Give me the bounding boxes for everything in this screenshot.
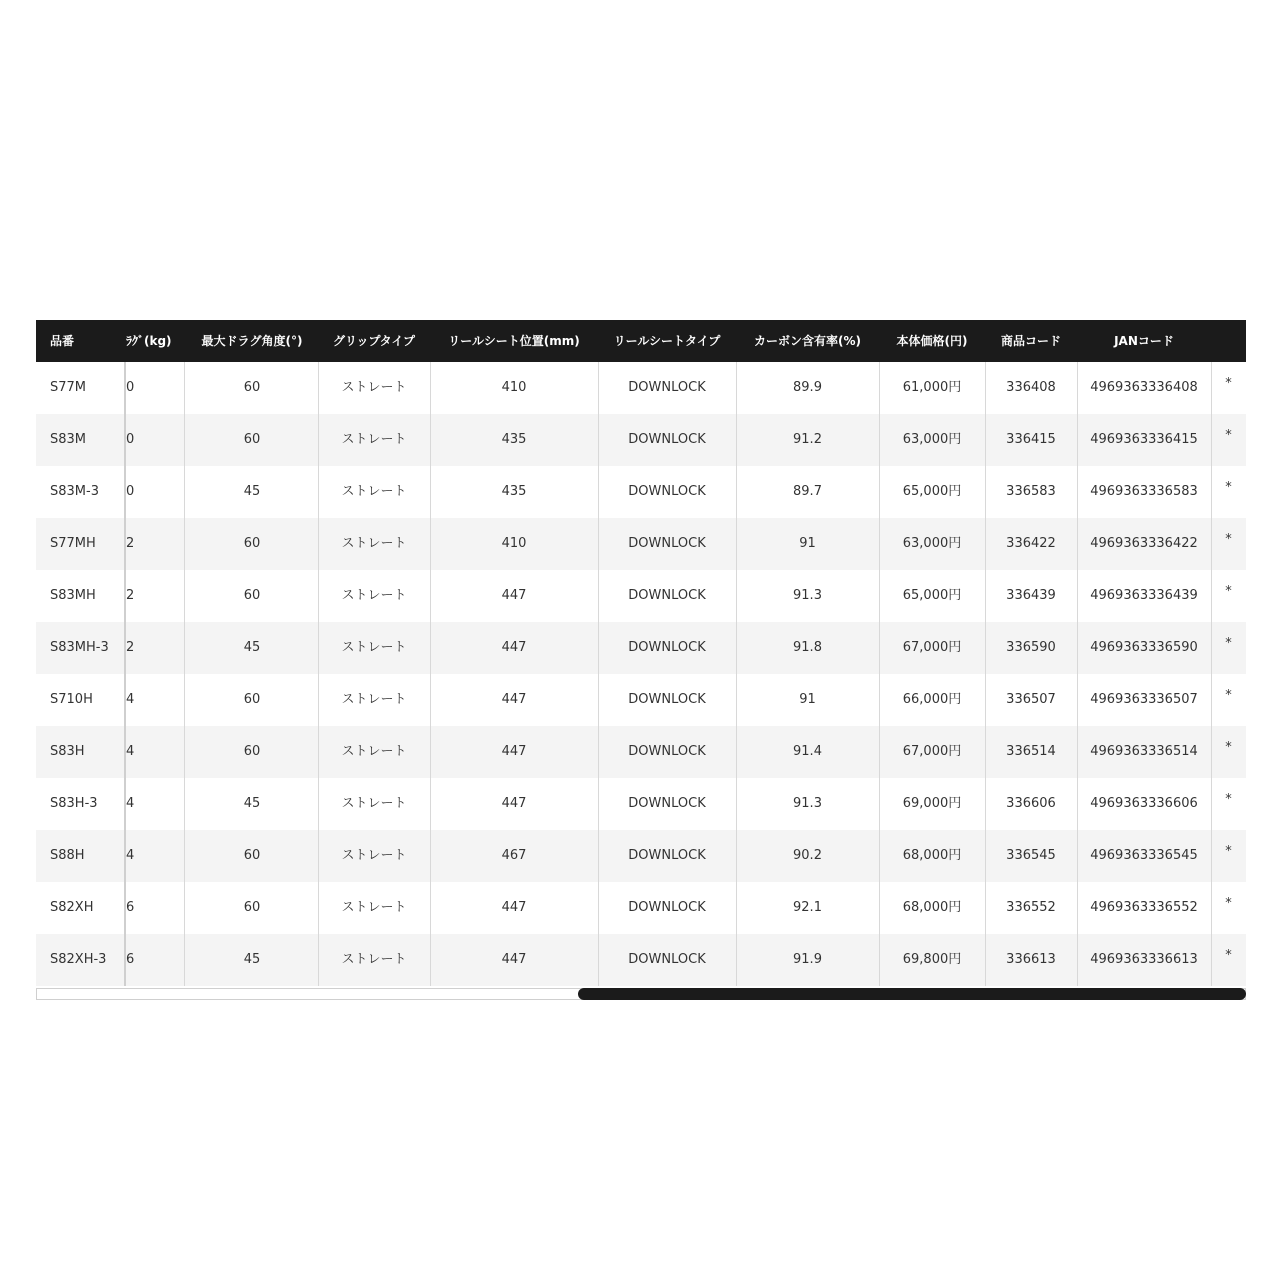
table-cell: 447 — [501, 692, 527, 707]
table-cell: 4 — [126, 848, 135, 863]
table-cell: 4969363336439 — [1090, 588, 1198, 603]
table-cell: 336613 — [1006, 952, 1056, 967]
table-cell: 4969363336408 — [1090, 380, 1198, 395]
table-cell: 60 — [243, 536, 261, 551]
table-cell: DOWNLOCK — [628, 744, 706, 759]
table-cell: 45 — [243, 640, 261, 655]
table-cell: 435 — [501, 484, 527, 499]
model-number-cell: S710H — [50, 692, 93, 707]
table-cell: ストレート — [341, 380, 407, 395]
table-cell: 68,000円 — [902, 900, 962, 915]
table-cell: * — [1225, 428, 1232, 443]
table-row — [36, 674, 1246, 726]
table-cell: 91.8 — [793, 640, 822, 655]
column-header-6: カーボン含有率(%) — [754, 334, 861, 348]
column-header-3: グリップタイプ — [332, 334, 416, 348]
table-cell: DOWNLOCK — [628, 796, 706, 811]
table-row — [36, 518, 1246, 570]
table-cell: 4969363336613 — [1090, 952, 1198, 967]
column-divider — [736, 362, 737, 986]
model-number-cell: S77MH — [50, 536, 96, 551]
table-cell: 447 — [501, 900, 527, 915]
table-cell: * — [1225, 584, 1232, 599]
table-row — [36, 934, 1246, 986]
model-number-cell: S83H — [50, 744, 85, 759]
table-cell: ストレート — [341, 796, 407, 811]
table-row — [36, 726, 1246, 778]
column-header-2: 最大ドラグ角度(°) — [201, 334, 303, 348]
table-row — [36, 778, 1246, 830]
table-cell: 45 — [243, 484, 261, 499]
table-cell: ストレート — [341, 692, 407, 707]
table-row — [36, 466, 1246, 518]
table-cell: 467 — [501, 848, 527, 863]
table-cell: 336545 — [1006, 848, 1056, 863]
table-cell: 91.4 — [793, 744, 822, 759]
table-cell: 4969363336415 — [1090, 432, 1198, 447]
column-header-1: ﾗｸﾞ(kg) — [126, 334, 172, 348]
table-cell: 45 — [243, 952, 261, 967]
table-cell: 336583 — [1006, 484, 1056, 499]
model-number-cell: S83H-3 — [50, 796, 98, 811]
column-header-0: 品番 — [50, 334, 75, 348]
table-cell: * — [1225, 948, 1232, 963]
table-cell: 336507 — [1006, 692, 1056, 707]
model-number-cell: S77M — [50, 380, 87, 395]
table-cell: 91 — [799, 692, 816, 707]
model-number-cell: S83MH — [50, 588, 96, 603]
table-cell: 63,000円 — [902, 432, 962, 447]
table-cell: 69,000円 — [902, 796, 962, 811]
table-cell: 65,000円 — [902, 588, 962, 603]
table-cell: 92.1 — [793, 900, 822, 915]
table-cell: 90.2 — [793, 848, 822, 863]
table-header — [36, 320, 1246, 362]
table-cell: 60 — [243, 848, 261, 863]
table-row — [36, 622, 1246, 674]
table-cell: DOWNLOCK — [628, 588, 706, 603]
table-cell: 4969363336514 — [1090, 744, 1198, 759]
table-cell: 89.9 — [793, 380, 822, 395]
table-cell: 6 — [126, 952, 135, 967]
table-cell: 89.7 — [793, 484, 822, 499]
table-cell: ストレート — [341, 640, 407, 655]
table-row — [36, 882, 1246, 934]
table-cell: 63,000円 — [902, 536, 962, 551]
table-cell: DOWNLOCK — [628, 952, 706, 967]
table-cell: 447 — [501, 588, 527, 603]
table-row — [36, 362, 1246, 414]
table-cell: 0 — [126, 380, 135, 395]
table-cell: 410 — [501, 380, 527, 395]
model-number-cell: S83M-3 — [50, 484, 99, 499]
table-cell: 91.3 — [793, 588, 822, 603]
table-cell: 0 — [126, 484, 135, 499]
table-cell: 91 — [799, 536, 816, 551]
table-cell: 4 — [126, 692, 135, 707]
table-cell: * — [1225, 480, 1232, 495]
table-cell: * — [1225, 636, 1232, 651]
table-cell: 91.2 — [793, 432, 822, 447]
table-cell: ストレート — [341, 900, 407, 915]
column-divider — [318, 362, 319, 986]
table-cell: 66,000円 — [902, 692, 962, 707]
column-header-7: 本体価格(円) — [896, 334, 968, 348]
table-cell: 336422 — [1006, 536, 1056, 551]
table-cell: 4969363336507 — [1090, 692, 1198, 707]
table-cell: DOWNLOCK — [628, 900, 706, 915]
table-cell: 60 — [243, 432, 261, 447]
table-cell: 447 — [501, 952, 527, 967]
table-cell: * — [1225, 376, 1232, 391]
table-cell: 61,000円 — [902, 380, 962, 395]
table-cell: 4969363336606 — [1090, 796, 1198, 811]
table-cell: ストレート — [341, 432, 407, 447]
table-cell: 4969363336422 — [1090, 536, 1198, 551]
table-cell: 68,000円 — [902, 848, 962, 863]
spec-table — [36, 320, 1246, 1000]
table-cell: * — [1225, 532, 1232, 547]
table-cell: 336514 — [1006, 744, 1056, 759]
table-cell: DOWNLOCK — [628, 640, 706, 655]
sticky-column-divider — [124, 362, 126, 986]
table-cell: 2 — [126, 588, 135, 603]
table-cell: 60 — [243, 380, 261, 395]
table-cell: DOWNLOCK — [628, 536, 706, 551]
column-divider — [430, 362, 431, 986]
table-cell: 336606 — [1006, 796, 1056, 811]
table-cell: DOWNLOCK — [628, 432, 706, 447]
table-cell: 4969363336590 — [1090, 640, 1198, 655]
table-cell: 336415 — [1006, 432, 1056, 447]
table-cell: ストレート — [341, 484, 407, 499]
table-cell: 336552 — [1006, 900, 1056, 915]
model-number-cell: S82XH — [50, 900, 94, 915]
table-cell: 4969363336545 — [1090, 848, 1198, 863]
table-cell: 4 — [126, 796, 135, 811]
table-cell: 45 — [243, 796, 261, 811]
column-header-8: 商品コード — [1000, 334, 1061, 348]
table-cell: DOWNLOCK — [628, 692, 706, 707]
table-cell: * — [1225, 844, 1232, 859]
table-cell: 91.3 — [793, 796, 822, 811]
table-cell: DOWNLOCK — [628, 848, 706, 863]
horizontal-scrollbar-thumb[interactable] — [578, 988, 1246, 1000]
table-cell: 60 — [243, 744, 261, 759]
table-cell: 67,000円 — [902, 640, 962, 655]
table-row — [36, 570, 1246, 622]
table-cell: 410 — [501, 536, 527, 551]
column-divider — [598, 362, 599, 986]
table-cell: 435 — [501, 432, 527, 447]
table-cell: 2 — [126, 640, 135, 655]
table-cell: 65,000円 — [902, 484, 962, 499]
column-divider — [1211, 362, 1212, 986]
table-row — [36, 414, 1246, 466]
table-cell: ストレート — [341, 952, 407, 967]
table-cell: DOWNLOCK — [628, 484, 706, 499]
table-cell: 447 — [501, 796, 527, 811]
table-cell: * — [1225, 792, 1232, 807]
column-header-5: リールシートタイプ — [613, 334, 721, 348]
table-cell: 60 — [243, 692, 261, 707]
table-body — [36, 362, 1246, 986]
column-header-4: リールシート位置(mm) — [448, 334, 580, 348]
column-divider — [985, 362, 986, 986]
model-number-cell: S88H — [50, 848, 85, 863]
table-cell: DOWNLOCK — [628, 380, 706, 395]
column-header-9: JANコード — [1114, 334, 1174, 348]
column-divider — [1077, 362, 1078, 986]
table-cell: 447 — [501, 744, 527, 759]
table-cell: 4969363336552 — [1090, 900, 1198, 915]
table-cell: ストレート — [341, 848, 407, 863]
table-cell: ストレート — [341, 536, 407, 551]
table-cell: 67,000円 — [902, 744, 962, 759]
table-cell: 336408 — [1006, 380, 1056, 395]
column-divider — [879, 362, 880, 986]
column-divider — [184, 362, 185, 986]
model-number-cell: S83M — [50, 432, 87, 447]
table-cell: 2 — [126, 536, 135, 551]
table-cell: 0 — [126, 432, 135, 447]
table-cell: 4969363336583 — [1090, 484, 1198, 499]
table-cell: ストレート — [341, 588, 407, 603]
model-number-cell: S82XH-3 — [50, 952, 107, 967]
model-number-cell: S83MH-3 — [50, 640, 109, 655]
table-cell: 69,800円 — [902, 952, 962, 967]
table-cell: 4 — [126, 744, 135, 759]
table-cell: * — [1225, 740, 1232, 755]
table-cell: 91.9 — [793, 952, 822, 967]
table-cell: 336439 — [1006, 588, 1056, 603]
table-cell: 60 — [243, 588, 261, 603]
table-cell: 60 — [243, 900, 261, 915]
table-cell: * — [1225, 688, 1232, 703]
table-cell: 336590 — [1006, 640, 1056, 655]
table-row — [36, 830, 1246, 882]
table-cell: * — [1225, 896, 1232, 911]
table-cell: ストレート — [341, 744, 407, 759]
table-cell: 447 — [501, 640, 527, 655]
table-cell: 6 — [126, 900, 135, 915]
